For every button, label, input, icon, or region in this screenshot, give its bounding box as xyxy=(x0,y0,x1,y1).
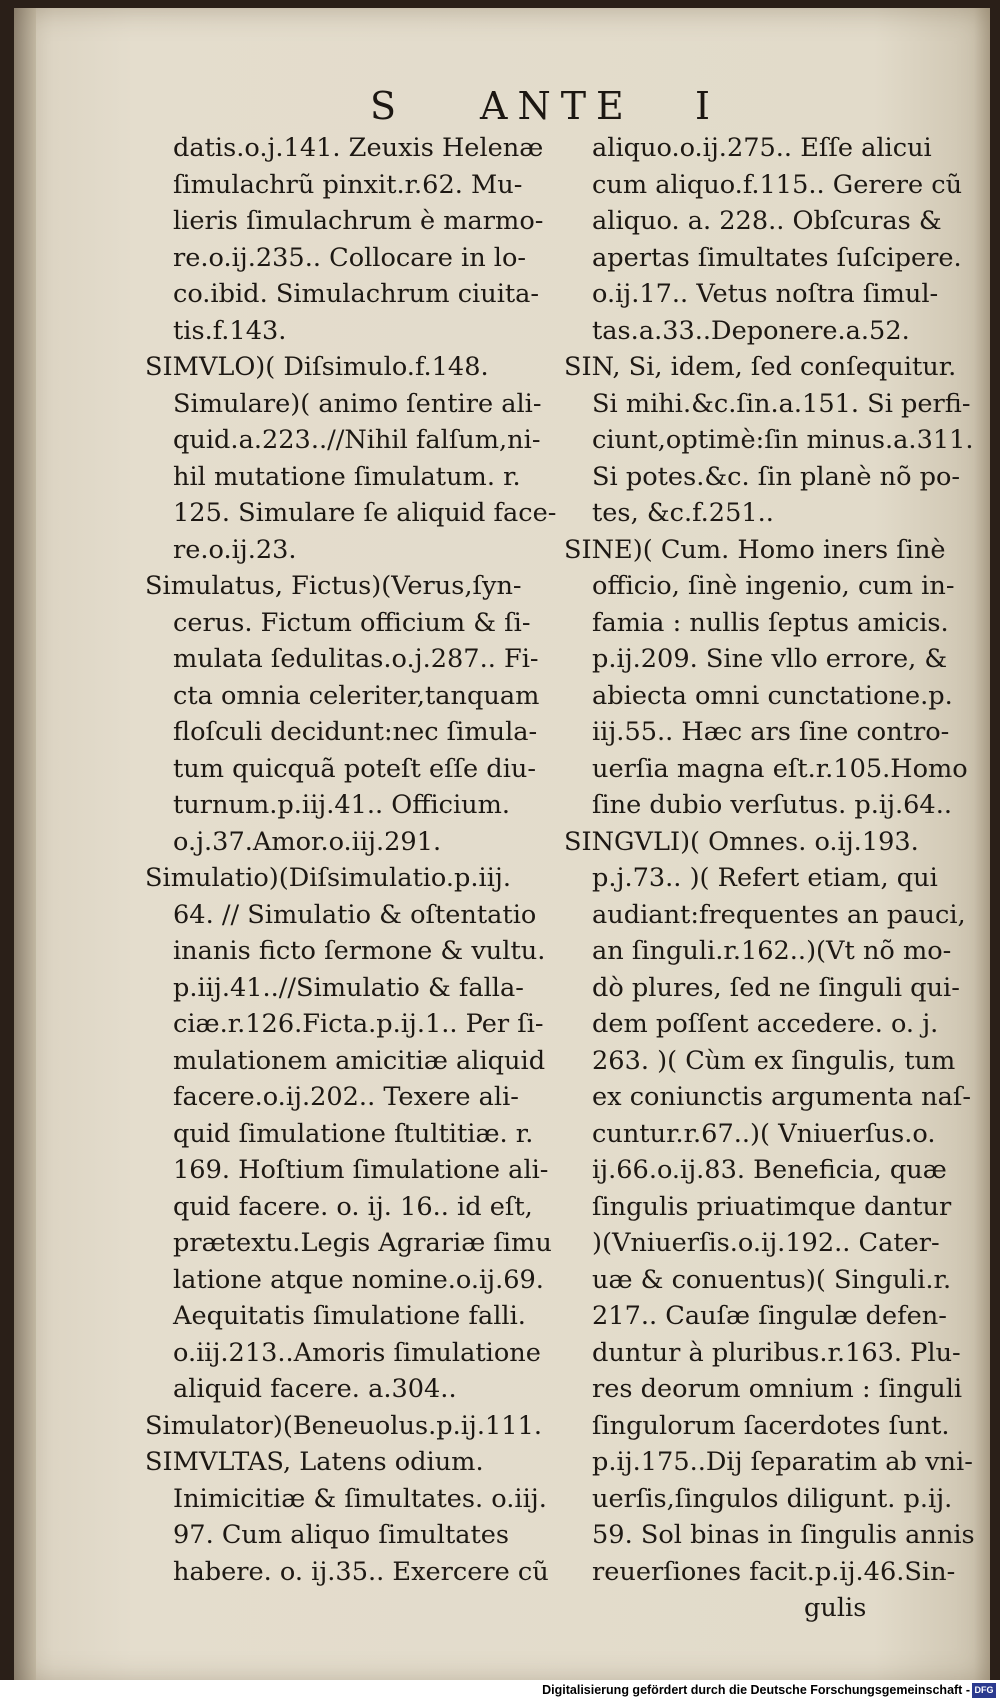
text-line: an ſinguli.r.162..)(Vt nõ mo- xyxy=(592,936,952,966)
text-line: Si mihi.&c.ſin.a.151. Si perfi- xyxy=(592,388,971,419)
text-line: Aequitatis ſimulatione falli. xyxy=(173,1301,526,1331)
entry-head-line: SIMVLO)( Diſsimulo.f.148. xyxy=(145,352,489,382)
text-line: uerſia magna eſt.r.105.Homo xyxy=(592,753,968,784)
text-line: datis.o.j.141. Zeuxis Helenæ xyxy=(173,133,544,163)
text-line: mulata ſedulitas.o.j.287.. Fi- xyxy=(173,644,539,674)
text-line: turnum.p.iij.41.. Officium. xyxy=(173,790,511,820)
text-line: ſingulorum ſacerdotes ſunt. xyxy=(592,1410,950,1441)
text-line: 263. )( Cùm ex ſingulis, tum xyxy=(592,1045,956,1076)
text-line: mulationem amicitiæ aliquid xyxy=(173,1045,546,1076)
text-line: prætextu.Legis Agrariæ ſimu xyxy=(173,1228,552,1258)
text-line: aliquo.o.ij.275.. Eſſe alicui xyxy=(592,133,932,163)
text-line: 97. Cum aliquo ſimultates xyxy=(173,1520,510,1550)
text-line: abiecta omni cunctatione.p. xyxy=(592,680,953,711)
text-line: ciunt,optimè:ſin minus.a.311. xyxy=(592,425,974,455)
text-line: Si potes.&c. ſin planè nõ po- xyxy=(592,461,961,492)
text-line: 217.. Cauſæ ſingulæ defen- xyxy=(592,1301,947,1331)
text-line: lieris ſimulachrum è marmo- xyxy=(173,206,544,236)
entry-head-line: Simulatio)(Diſsimulatio.p.iij. xyxy=(145,863,511,893)
text-line: quid.a.223..//Nihil falſum,ni- xyxy=(173,425,541,455)
text-line: re.o.ij.23. xyxy=(173,534,297,565)
text-line: quid ſimulatione ſtultitiæ. r. xyxy=(173,1118,534,1149)
header-left-letter: S xyxy=(370,84,399,128)
text-line: o.j.37.Amor.o.iij.291. xyxy=(173,826,442,857)
left-text-column xyxy=(145,130,555,1590)
text-line: 125. Simulare ſe aliquid face- xyxy=(173,498,557,528)
text-line: cum aliquo.f.115.. Gerere cũ xyxy=(592,169,963,200)
text-line: aliquo. a. 228.. Obſcuras & xyxy=(592,206,942,236)
text-line: re.o.ij.235.. Collocare in lo- xyxy=(173,242,527,273)
text-line: 64. // Simulatio & oſtentatio xyxy=(173,899,537,930)
dfg-logo: DFG xyxy=(972,1683,996,1698)
text-line: dem poſſent accedere. o. j. xyxy=(592,1009,939,1039)
text-line: ſingulis priuatimque dantur xyxy=(592,1191,952,1222)
text-line: hil mutatione ſimulatum. r. xyxy=(173,461,521,492)
text-line: 59. Sol binas in ſingulis annis xyxy=(592,1520,975,1550)
text-line: Simulare)( animo ſentire ali- xyxy=(173,388,542,419)
text-line: p.ij.175..Dij ſeparatim ab vni- xyxy=(592,1447,973,1477)
text-line: latione atque nomine.o.ij.69. xyxy=(173,1264,544,1295)
text-line: facere.o.ij.202.. Texere ali- xyxy=(173,1082,519,1112)
digitization-footer xyxy=(0,1680,1000,1702)
text-line: aliquid facere. a.304.. xyxy=(173,1374,457,1404)
right-text-column xyxy=(564,130,975,1627)
text-line: habere. o. ij.35.. Exercere cũ xyxy=(173,1556,549,1587)
text-line: floſculi decidunt:nec ſimula- xyxy=(173,717,538,747)
text-line: tis.f.143. xyxy=(173,315,287,346)
funding-credit: Digitalisierung gefördert durch die Deutsche Forschungsgemeinschaft - xyxy=(542,1683,970,1697)
text-line: co.ibid. Simulachrum ciuita- xyxy=(173,279,540,309)
text-line: cuntur.r.67..)( Vniuerſus.o. xyxy=(592,1118,936,1149)
text-line: p.j.73.. )( Refert etiam, qui xyxy=(592,863,938,893)
text-line: o.ij.17.. Vetus noſtra ſimul- xyxy=(592,279,939,309)
text-line: tum quicquã poteſt eſſe diu- xyxy=(173,753,537,784)
text-line: ſimulachrũ pinxit.r.62. Mu- xyxy=(173,169,523,200)
running-header xyxy=(360,84,760,132)
header-right-letter: I xyxy=(695,84,713,128)
text-line: duntur à pluribus.r.163. Plu- xyxy=(592,1337,961,1368)
text-line: o.iij.213..Amoris ſimulatione xyxy=(173,1337,541,1368)
entry-head-line: Simulatus, Fictus)(Verus,ſyn- xyxy=(145,571,522,601)
text-line: ex coniunctis argumenta naſ- xyxy=(592,1082,971,1112)
text-line: ſine dubio verſutus. p.ij.64.. xyxy=(592,790,952,820)
text-line: audiant:frequentes an pauci, xyxy=(592,899,966,930)
catchword: gulis xyxy=(804,1593,867,1623)
text-line: dò plures, ſed ne ſinguli qui- xyxy=(592,972,960,1003)
entry-head-line: Simulator)(Beneuolus.p.ij.111. xyxy=(145,1410,542,1441)
page-binding-edge xyxy=(14,8,36,1684)
text-line: res deorum omnium : ſinguli xyxy=(592,1374,963,1404)
entry-head-line: SIMVLTAS, Latens odium. xyxy=(145,1447,484,1477)
text-line: officio, ſinè ingenio, cum in- xyxy=(592,571,955,601)
text-line: cta omnia celeriter,tanquam xyxy=(173,680,540,711)
text-line: p.ij.209. Sine vllo errore, & xyxy=(592,644,948,674)
text-line: tas.a.33..Deponere.a.52. xyxy=(592,315,910,346)
text-line: uæ & conuentus)( Singuli.r. xyxy=(592,1264,952,1295)
entry-head-line: SINE)( Cum. Homo iners ſinè xyxy=(564,534,946,565)
text-line: 169. Hoſtium ſimulatione ali- xyxy=(173,1155,549,1185)
text-line: )(Vniuerſis.o.ij.192.. Cater- xyxy=(592,1228,940,1258)
entry-head-line: SIN, Si, idem, ſed conſequitur. xyxy=(564,352,957,382)
text-line: p.iij.41..//Simulatio & falla- xyxy=(173,972,524,1003)
text-line: cerus. Fictum officium & ſi- xyxy=(173,607,531,638)
text-line: reuerſiones facit.p.ij.46.Sin- xyxy=(592,1556,956,1587)
entry-head-line: SINGVLI)( Omnes. o.ij.193. xyxy=(564,826,919,857)
text-line: apertas ſimultates ſuſcipere. xyxy=(592,242,962,273)
text-line: inanis ficto ſermone & vultu. xyxy=(173,936,546,966)
text-line: ciæ.r.126.Ficta.p.ij.1.. Per ſi- xyxy=(173,1009,544,1039)
text-line: iij.55.. Hæc ars ſine contro- xyxy=(592,717,950,747)
text-line: famia : nullis ſeptus amicis. xyxy=(592,607,949,638)
text-line: quid facere. o. ij. 16.. id eſt, xyxy=(173,1191,533,1222)
text-line: uerſis,ſingulos diligunt. p.ij. xyxy=(592,1483,953,1514)
text-line: ij.66.o.ij.83. Beneficia, quæ xyxy=(592,1155,947,1185)
text-line: Inimicitiæ & ſimultates. o.iij. xyxy=(173,1483,547,1514)
header-title: ANTE xyxy=(480,84,634,128)
text-line: tes, &c.f.251.. xyxy=(592,498,774,528)
